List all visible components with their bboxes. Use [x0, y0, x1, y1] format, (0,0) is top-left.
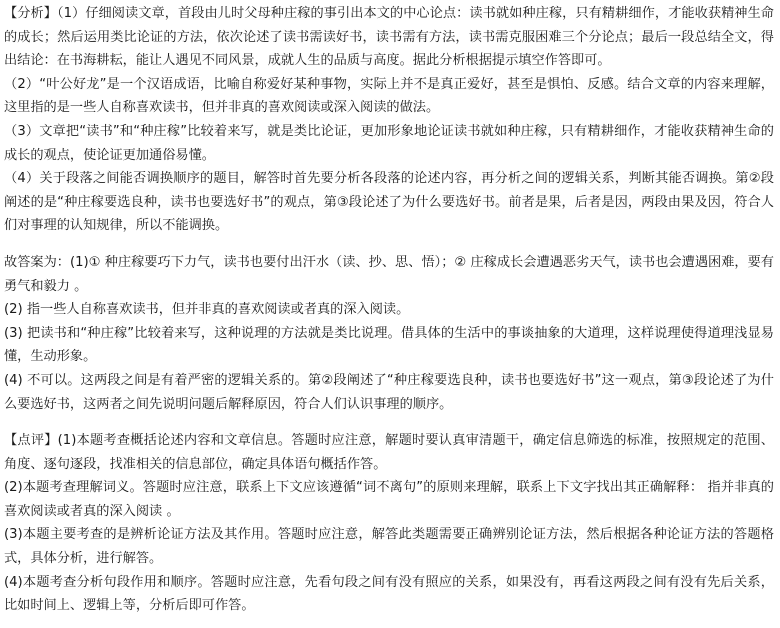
- answer-paragraph-4: (4) 不可以。这两段之间是有着严密的逻辑关系的。第②段阐述了“种庄稼要选良种，读书也要选好书”这一观点，第③段论述了为什么要选好书，这两者之间先说明问题后解释原因，符合人们认识事理的顺序。: [4, 372, 774, 412]
- comment-section: [4, 429, 774, 618]
- analysis-paragraph-2: （2）“叶公好龙”是一个汉语成语，比喻自称爱好某种事物，实际上并不是真正爱好，甚至是惧怕、反感。结合文章的内容来理解，这里指的是一些人自称喜欢读书，但并非真的喜欢阅读或深入阅读的做法。: [4, 76, 774, 116]
- answer-section: [4, 251, 774, 416]
- answer-paragraph-3: (3) 把读书和“种庄稼”比较着来写，这种说理的方法就是类比说理。借具体的生活中的事谈抽象的大道理，这样说理使得道理浅显易懂，生动形象。: [4, 325, 774, 365]
- comment-paragraph-3: (3)本题主要考查的是辨析论证方法及其作用。答题时应注意，解答此类题需要正确辨别论证方法，然后根据各种论证方法的答题格式，具体分析，进行解答。: [4, 527, 774, 567]
- analysis-section: [4, 2, 774, 238]
- analysis-paragraph-1: 【分析】（1）仔细阅读文章，首段由儿时父母种庄稼的事引出本文的中心论点：读书就如种庄稼，只有精耕细作，才能收获精神生命的成长；然后运用类比论证的方法，依次论述了读书需读好书，读书需有方法，读书需克服困难三个分论点；最后一段总结全文，得出结论：在书海耕耘，能让人遇见不同风景，成就人生的品质与高度。据此分析根据提示填空作答即可。: [4, 6, 774, 69]
- comment-paragraph-2: (2)本题考查理解词义。答题时应注意，联系上下文应该遵循“词不离句”的原则来理解，联系上下文字找出其正确解释： 指并非真的喜欢阅读或者真的深入阅读 。: [4, 480, 774, 519]
- section-spacer: [4, 238, 774, 251]
- comment-paragraph-1: 【点评】(1)本题考查概括论述内容和文章信息。答题时应注意，解题时要认真审清题干，确定信息筛选的标准，按照规定的范围、角度、逐句逐段，找准相关的信息部位，确定具体语句概括作答。: [4, 433, 774, 472]
- answer-paragraph-1: 故答案为：(1)① 种庄稼要巧下力气，读书也要付出汗水（读、抄、思、悟）；② 庄稼成长会遭遇恶劣天气，读书也会遭遇困难，要有勇气和毅力 。: [4, 254, 774, 294]
- answer-paragraph-2: (2) 指一些人自称喜欢读书，但并非真的喜欢阅读或者真的深入阅读。: [4, 302, 410, 318]
- comment-paragraph-4: (4)本题考查分析句段作用和顺序。答题时应注意，先看句段之间有没有照应的关系，如果没有，再看这两段之间有没有先后关系，比如时间上、逻辑上等，分析后即可作答。: [4, 574, 774, 614]
- section-spacer: [4, 416, 774, 429]
- analysis-paragraph-4: （4）关于段落之间能否调换顺序的题目，解答时首先要分析各段落的论述内容，再分析之间的逻辑关系，判断其能否调换。第②段阐述的是“种庄稼要选良种，读书也要选好书”的观点，第③段论述了为什么要选好书。前者是果，后者是因，两段由果及因，符合人们对事理的认知规律，所以不能调换。: [4, 171, 774, 234]
- analysis-paragraph-3: （3）文章把“读书”和“种庄稼”比较着来写，就是类比论证，更加形象地论证读书就如种庄稼，只有精耕细作，才能收获精神生命的成长的观点，使论证更加通俗易懂。: [4, 123, 774, 163]
